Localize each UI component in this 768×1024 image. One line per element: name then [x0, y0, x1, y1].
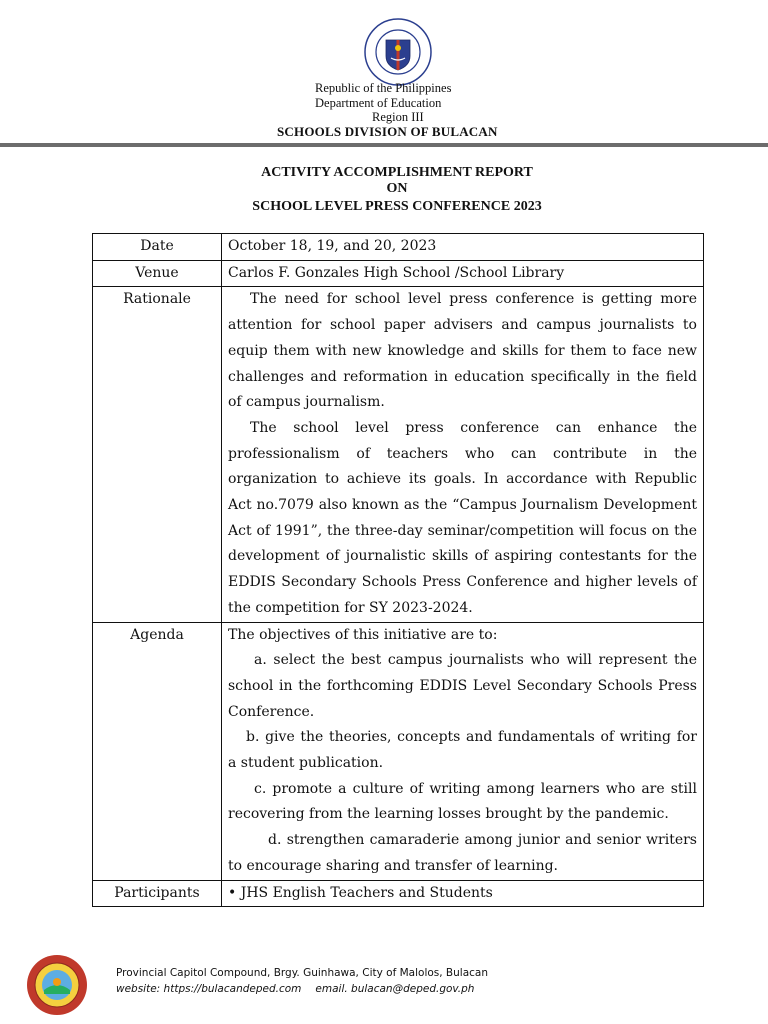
report-title-line1: ACTIVITY ACCOMPLISHMENT REPORT — [261, 165, 533, 180]
date-value: October 18, 19, and 20, 2023 — [222, 234, 704, 261]
agenda-intro: The objectives of this initiative are to: — [228, 626, 498, 643]
agenda-item-d: d. strengthen camaraderie among junior and senior writers to encourage sharing and transfer of learning. — [228, 832, 697, 874]
rationale-cell — [222, 287, 704, 622]
table-row-participants — [93, 880, 704, 907]
report-title-line3: SCHOOL LEVEL PRESS CONFERENCE 2023 — [252, 199, 542, 214]
report-title-line2: ON — [386, 181, 408, 196]
participants-value: • JHS English Teachers and Students — [222, 880, 704, 907]
agenda-item-a: a. select the best campus journalists who will represent the school in the forthcoming EDDIS Level Secondary Schools Press Conference. — [228, 652, 697, 720]
rationale-paragraph-1: The need for school level press conference is getting more attention for school paper advisers and campus journalists to equip them with new knowledge and skills for them to face new challenges and reformation in education specifically in the field of campus journalism. — [228, 291, 697, 411]
agenda-label: Agenda — [93, 622, 222, 880]
header-divider — [0, 143, 768, 147]
header-republic: Republic of the Philippines — [315, 81, 452, 95]
rationale-label: Rationale — [93, 287, 222, 622]
venue-label: Venue — [93, 260, 222, 287]
header-department: Department of Education — [315, 96, 442, 110]
agenda-cell — [222, 622, 704, 880]
report-table — [92, 233, 704, 907]
agenda-item-c: c. promote a culture of writing among learners who are still recovering from the learning losses brought by the pandemic. — [228, 780, 697, 823]
agenda-item-b: b. give the theories, concepts and fundamentals of writing for a student publication. — [228, 729, 697, 772]
table-row-venue — [93, 260, 704, 287]
header-region: Region III — [372, 110, 424, 124]
rationale-paragraph-2: The school level press conference can enhance the professionalism of teachers who can contribute in the organization to achieve its goals. In accordance with Republic Act no.7079 also known as the “Campus Journalism Development Act of 1991”, the three-day seminar/competition will focus on the development of journalistic skills of aspiring contestants for the EDDIS Secondary Schools Press Conference and higher levels of the competition for SY 2023-2024. — [228, 419, 697, 616]
footer-address: Provincial Capitol Compound, Brgy. Guinhawa, City of Malolos, Bulacan — [116, 967, 489, 979]
footer-contact — [116, 983, 474, 995]
venue-value: Carlos F. Gonzales High School /School Library — [222, 260, 704, 287]
deped-seal-logo — [364, 18, 432, 86]
table-row-agenda — [93, 622, 704, 880]
date-label: Date — [93, 234, 222, 261]
footer-website[interactable]: website: https://bulacandeped.com — [116, 983, 302, 995]
participants-label: Participants — [93, 880, 222, 907]
header-division: SCHOOLS DIVISION OF BULACAN — [277, 124, 498, 139]
table-row-date — [93, 234, 704, 261]
footer-email[interactable]: email. bulacan@deped.gov.ph — [315, 983, 475, 995]
bulacan-division-seal-logo — [26, 954, 88, 1016]
table-row-rationale — [93, 287, 704, 622]
